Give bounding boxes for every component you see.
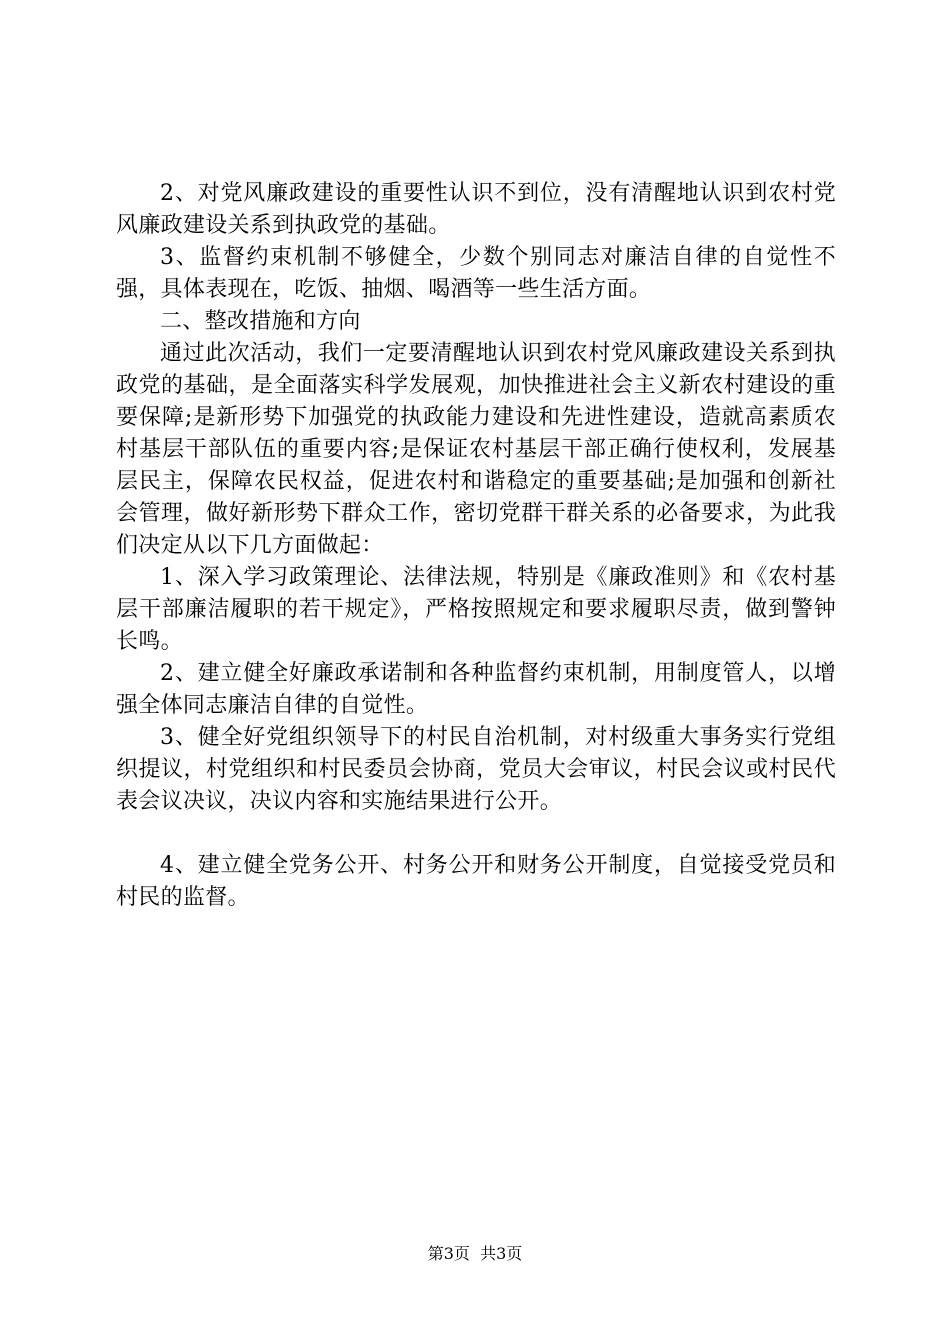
paragraph-problem-2: 2、对党风廉政建设的重要性认识不到位，没有清醒地认识到农村党风廉政建设关系到执政党的基础。	[116, 181, 836, 238]
paragraph-measure-4: 4、建立健全党务公开、村务公开和财务公开制度，自觉接受党员和村民的监督。	[116, 853, 836, 910]
paragraph-measure-2: 2、建立健全好廉政承诺制和各种监督约束机制，用制度管人，以增强全体同志廉洁自律的自觉性。	[116, 661, 836, 718]
document-body	[116, 178, 836, 914]
page-footer	[0, 1244, 950, 1264]
paragraph-intro: 通过此次活动，我们一定要清醒地认识到农村党风廉政建设关系到执政党的基础，是全面落实科学发展观，加快推进社会主义新农村建设的重要保障;是新形势下加强党的执政能力建设和先进性建设，造就高素质农村基层干部队伍的重要内容;是保证农村基层干部正确行使权利，发展基层民主，保障农民权益，促进农村和谐稳定的重要基础;是加强和创新社会管理，做好新形势下群众工作，密切党群干群关系的必备要求，为此我们决定从以下几方面做起：	[116, 341, 836, 558]
paragraph-measure-3: 3、健全好党组织领导下的村民自治机制，对村级重大事务实行党组织提议，村党组织和村民委员会协商，党员大会审议，村民会议或村民代表会议决议，决议内容和实施结果进行公开。	[116, 725, 836, 814]
paragraph-problem-3: 3、监督约束机制不够健全，少数个别同志对廉洁自律的自觉性不强，具体表现在，吃饭、抽烟、喝酒等一些生活方面。	[116, 245, 836, 302]
page-number: 第3页 共3页	[427, 1244, 523, 1263]
section-heading-measures: 二、整改措施和方向	[160, 309, 361, 334]
paragraph-measure-1: 1、深入学习政策理论、法律法规，特别是《廉政准则》和《农村基层干部廉洁履职的若干规定》，严格按照规定和要求履职尽责，做到警钟长鸣。	[116, 565, 836, 654]
